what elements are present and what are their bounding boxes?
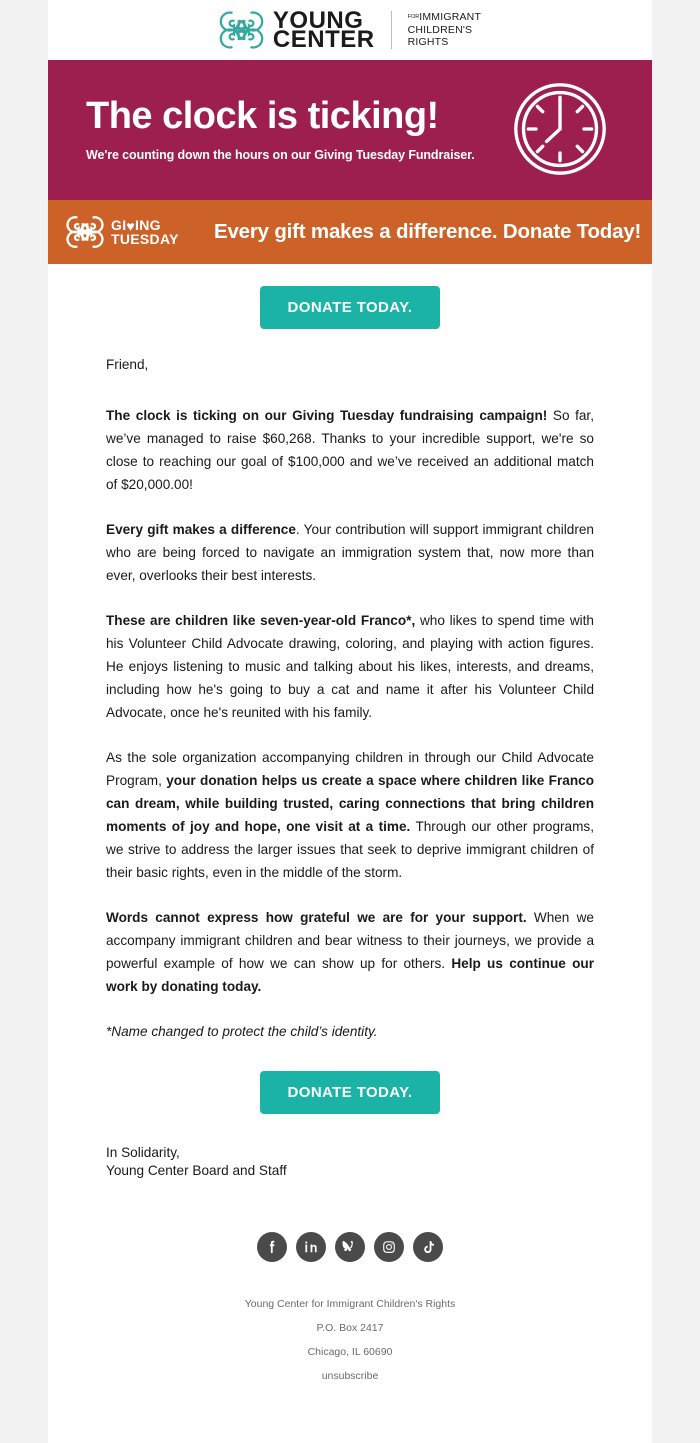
- hero-text-block: [86, 96, 475, 163]
- email-body: [48, 349, 652, 1043]
- hero-title: The clock is ticking!: [86, 94, 439, 137]
- givingtuesday-band: [48, 200, 652, 264]
- facebook-icon: [263, 1238, 281, 1256]
- signoff-line-2: Young Center Board and Staff: [106, 1163, 287, 1178]
- paragraph-3-rest: who likes to spend time with his Volunteer Child Advocate drawing, coloring, and playing with action figures. He enjoys listening to music and talking about his likes, interests, and dreams, including how he's going to buy a cat and name it after his Volunteer Child Advocate, once he's reunited with his family.: [106, 613, 594, 720]
- paragraph-3: [106, 609, 594, 724]
- social-links: [48, 1180, 652, 1292]
- hero-subtitle: We're counting down the hours on our Giving Tuesday Fundraiser.: [86, 147, 475, 162]
- email-footer: [48, 1292, 652, 1443]
- paragraph-1: [106, 404, 594, 496]
- signoff: [48, 1144, 652, 1180]
- signoff-line-1: In Solidarity,: [106, 1145, 180, 1160]
- givingtuesday-spiral-icon: [66, 214, 104, 250]
- givingtuesday-logo: [66, 214, 196, 250]
- linkedin-icon: [302, 1238, 320, 1256]
- logo-line-center: CENTER: [272, 26, 375, 53]
- logo-tagline-line2: CHILDREN'S: [407, 23, 473, 36]
- instagram-link[interactable]: [374, 1232, 404, 1262]
- paragraph-2: [106, 518, 594, 587]
- footer-city-state-zip: Chicago, IL 60690: [307, 1346, 393, 1358]
- young-center-logo[interactable]: [219, 9, 481, 51]
- paragraph-3-bold: These are children like seven-year-old Franco*,: [106, 613, 416, 628]
- paragraph-5-mid: When we accompany immigrant children and bear witness to their journeys, we provide a powerful example of how we can show up for others.: [106, 910, 594, 971]
- tiktok-link[interactable]: [413, 1232, 443, 1262]
- logo-line-young: YOUNG: [272, 7, 364, 34]
- paragraph-4: [106, 746, 594, 884]
- paragraph-5-bold: Words cannot express how grateful we are for your support.: [106, 910, 527, 925]
- heart-icon: ♥: [126, 217, 136, 234]
- facebook-link[interactable]: [257, 1232, 287, 1262]
- paragraph-1-rest: So far, we’ve managed to raise $60,268. Thanks to your incredible support, we're so close to reaching our goal of $100,000 and we’ve received an additional match of $20,000.00!: [106, 408, 594, 492]
- paragraph-5: [106, 906, 594, 998]
- salutation: Friend,: [106, 357, 149, 372]
- email-logo-header: [48, 0, 652, 60]
- paragraph-2-bold: Every gift makes a difference: [106, 522, 296, 537]
- paragraph-1-bold: The clock is ticking on our Giving Tuesday fundraising campaign!: [106, 408, 548, 423]
- bluesky-link[interactable]: [335, 1232, 365, 1262]
- email-container: [48, 0, 652, 1443]
- footer-po-box: P.O. Box 2417: [316, 1322, 384, 1334]
- footer-org-name: Young Center for Immigrant Children's Rights: [244, 1298, 456, 1310]
- hero-banner: [48, 60, 652, 200]
- logo-tagline-for: FOR: [407, 14, 420, 21]
- clock-icon: [512, 81, 608, 177]
- paragraph-2-rest: . Your contribution will support immigrant children who are being forced to navigate an immigration system that, now more than ever, overlooks their best interests.: [106, 522, 594, 583]
- tiktok-icon: [419, 1238, 437, 1256]
- paragraph-5-bold2: Help us continue our work by donating today.: [106, 956, 594, 994]
- band-message: Every gift makes a difference. Donate Today!: [214, 220, 642, 243]
- adinkra-spiral-logo-icon: [219, 9, 264, 51]
- linkedin-link[interactable]: [296, 1232, 326, 1262]
- paragraph-4-pre: As the sole organization accompanying children in through our Child Advocate Program,: [106, 750, 594, 788]
- logo-tagline: [408, 11, 482, 49]
- givingtuesday-line1: [111, 218, 179, 233]
- gt-giving-post: ING: [135, 216, 161, 233]
- donate-button-top[interactable]: DONATE TODAY.: [260, 286, 441, 329]
- givingtuesday-wordmark: [111, 218, 179, 247]
- paragraph-4-bold: your donation helps us create a space where children like Franco can dream, while building trusted, caring connections that bring children moments of joy and hope, one visit at a time.: [106, 773, 594, 834]
- givingtuesday-line2: TUESDAY: [111, 231, 179, 247]
- logo-tagline-line3: RIGHTS: [407, 36, 449, 49]
- gt-giving-pre: GI: [111, 216, 127, 233]
- donate-button-row-bottom: [48, 1049, 652, 1140]
- logo-tagline-immigrant: IMMIGRANT: [419, 11, 482, 24]
- logo-tagline-line1: [408, 11, 482, 24]
- logo-wordmark: [272, 7, 375, 53]
- instagram-icon: [380, 1238, 398, 1256]
- logo-divider: [391, 11, 392, 49]
- bluesky-icon: [341, 1238, 359, 1256]
- unsubscribe-link[interactable]: unsubscribe: [321, 1370, 379, 1382]
- name-change-note: *Name changed to protect the child’s identity.: [106, 1024, 378, 1039]
- donate-button-bottom[interactable]: DONATE TODAY.: [260, 1071, 441, 1114]
- donate-button-row-top: [48, 264, 652, 349]
- paragraph-4-post: Through our other programs, we strive to address the larger issues that seek to deprive immigrant children of their basic rights, even in the middle of the storm.: [106, 819, 594, 880]
